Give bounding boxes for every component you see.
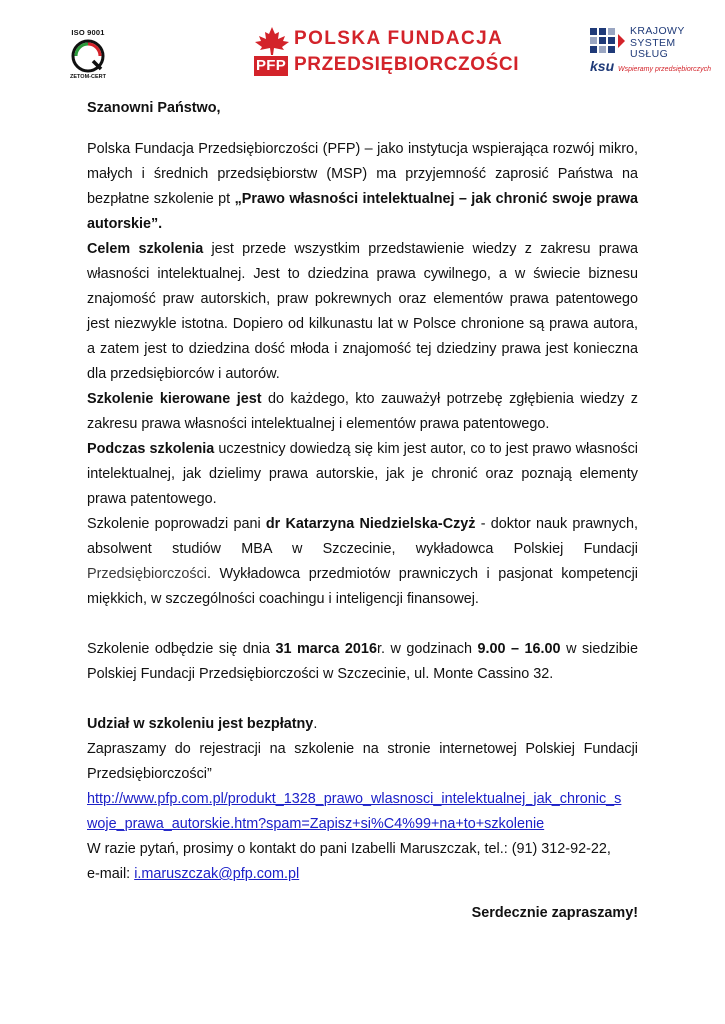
- goal-text: jest przede wszystkim przedstawienie wiedzy z zakresu prawa własności intelektualnej. Jest to dziedzina prawa cywilnego, a w świecie biznesu znajomość praw autorskich, praw pokrewnych oraz elementów prawa patentowego jest niezwykle istotna. Dopiero od kilkunastu lat w Polsce chronione są prawa autora, a zatem jest to dziedzina dość młoda i znajomość tej dziedziny prawa jest konieczna dla przedsiębiorców i autorów.: [87, 241, 638, 382]
- registration-url-line1[interactable]: http://www.pfp.com.pl/produkt_1328_prawo_wlasnosci_intelektualnej_jak_chronic_s: [87, 791, 622, 807]
- letter-body: [87, 96, 638, 926]
- registration-paragraph: Zapraszamy do rejestracji na szkolenie na stronie internetowej Polskiej Fundacji Przedsiębiorczości”: [87, 741, 638, 782]
- audience-paragraph: [87, 387, 638, 437]
- pfp-badge: PFP: [255, 57, 287, 74]
- training-hours: 9.00 – 16.00: [477, 641, 561, 657]
- maple-leaf-icon: [252, 26, 292, 56]
- email-line: e-mail: i.maruszczak@pfp.com.pl: [87, 866, 300, 882]
- intro-paragraph: [87, 137, 638, 237]
- free-participation: Udział w szkoleniu jest bezpłatny.: [87, 716, 318, 732]
- ksu-line1: KRAJOWY: [630, 25, 685, 37]
- registration-url-line2[interactable]: woje_prawa_autorskie.htm?spam=Zapisz+si%C4%99+na+to+szkolenie: [87, 816, 545, 832]
- ksu-name: [630, 26, 685, 61]
- ksu-line3: USŁUG: [630, 48, 669, 60]
- closing: Serdecznie zapraszamy!: [471, 905, 638, 921]
- iso-9001-logo: [62, 28, 114, 80]
- date-paragraph: Szkolenie odbędzie się dnia 31 marca 2016r. w godzinach 9.00 – 16.00 w siedzibie Polskiej Fundacji Przedsiębiorczości w Szczecinie, ul. Monte Cassino 32.: [87, 641, 638, 682]
- contact-paragraph: W razie pytań, prosimy o kontakt do pani Izabelli Maruszczak, tel.: (91) 312-92-22,: [87, 841, 611, 857]
- trainer-name: dr Katarzyna Niedzielska-Czyż: [265, 516, 476, 532]
- pfp-name-line2: PRZEDSIĘBIORCZOŚCI: [294, 54, 520, 75]
- email-link[interactable]: i.maruszczak@pfp.com.pl: [134, 866, 300, 882]
- pfp-name-line1: POLSKA FUNDACJA: [294, 28, 504, 49]
- topics-text: uczestnicy dowiedzą się kim jest autor, co to jest prawo własności intelektualnej, jak dzielimy prawa autorskie, jak je chronić oraz poznają elementy prawa patentowego.: [87, 441, 638, 507]
- ksu-tagline: Wspieramy przedsiębiorczych: [618, 66, 711, 73]
- training-date: 31 marca 2016: [275, 641, 377, 657]
- ksu-logo: [588, 25, 711, 80]
- goal-paragraph: [87, 237, 638, 387]
- intro-text: Polska Fundacja Przedsiębiorczości (PFP) – jako instytucja wspierająca rozwój mikro, małych i średnich przedsiębiorstw (MSP) ma przyjemność zaprosić Państwa na bezpłatne szkolenie pt: [87, 141, 638, 207]
- ksu-abbr: ksu: [590, 58, 615, 74]
- zetom-cert-label: ZETOM-CERT: [70, 74, 106, 80]
- audience-text: do każdego, kto zauważył potrzebę zgłębienia wiedzy z zakresu prawa własności intelektualnej i elementów prawa patentowego.: [87, 391, 638, 432]
- certificate-seal-icon: [71, 39, 105, 73]
- greeting: Szanowni Państwo,: [87, 100, 221, 116]
- training-title: „Prawo własności intelektualnej – jak chronić swoje prawa autorskie”.: [87, 191, 638, 232]
- topics-paragraph: [87, 437, 638, 512]
- goal-lead: Celem szkolenia: [87, 241, 204, 257]
- iso-label: ISO 9001: [71, 28, 105, 37]
- registration-link[interactable]: [87, 787, 638, 837]
- ksu-grid-icon: [590, 28, 626, 56]
- ksu-line2: SYSTEM: [630, 36, 676, 49]
- trainer-paragraph: Szkolenie poprowadzi pani dr Katarzyna Niedzielska-Czyż - doktor nauk prawnych, absolwent studiów MBA w Szczecinie, wykładowca Polskiej Fundacji Przedsiębiorczości. Wykładowca przedmiotów prawniczych i pasjonat kompetencji miękkich, w szczególności coachingu i inteligencji finansowej.: [87, 516, 638, 607]
- topics-lead: Podczas szkolenia: [87, 441, 215, 457]
- audience-lead: Szkolenie kierowane jest: [87, 391, 262, 407]
- pfp-logo: [252, 26, 520, 78]
